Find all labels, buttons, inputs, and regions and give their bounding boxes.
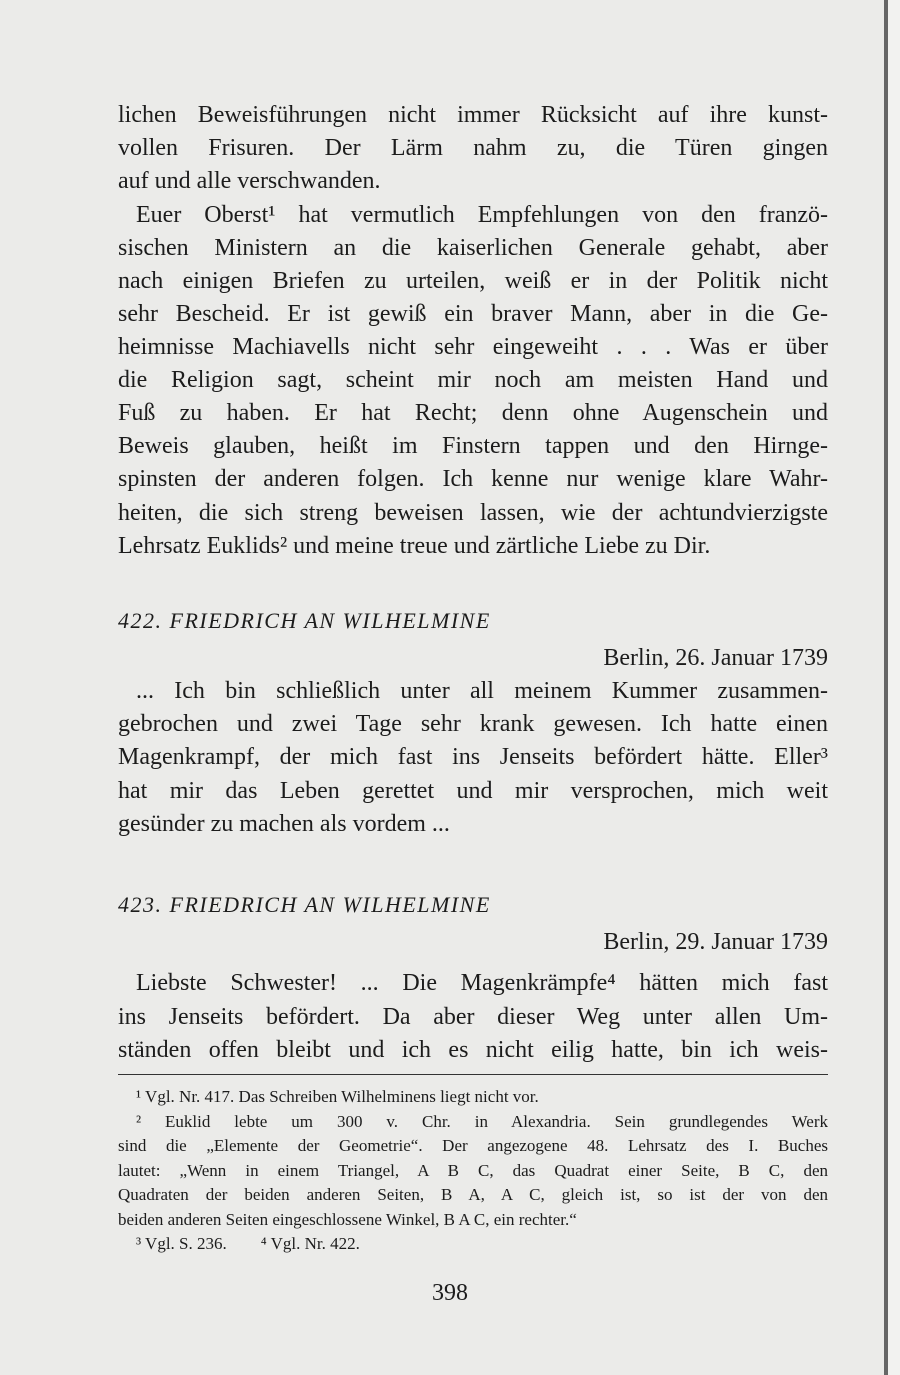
letter-dateline: Berlin, 26. Januar 1739 [603,645,828,671]
text-line: heiten, die sich streng beweisen lassen, wie der achtundvierzigste [118,500,828,526]
letter-heading: 423. FRIEDRICH AN WILHELMINE [118,892,491,917]
letter-dateline: Berlin, 29. Januar 1739 [603,929,828,955]
footnote-line: sind die „Elemente der Geometrie“. Der angezogene 48. Lehrsatz des I. Buches [118,1136,828,1155]
text-line: ständen offen bleibt und ich es nicht eilig hatte, bin ich weis- [118,1037,828,1063]
text-line: Fuß zu haben. Er hat Recht; denn ohne Augenschein und [118,400,828,426]
text-line: die Religion sagt, scheint mir noch am meisten Hand und [118,367,828,393]
text-line: lichen Beweisführungen nicht immer Rücksicht auf ihre kunst- [118,102,828,128]
letter-heading: 422. FRIEDRICH AN WILHELMINE [118,608,491,633]
page-number: 398 [432,1280,468,1306]
footnote-line: ² Euklid lebte um 300 v. Chr. in Alexandria. Sein grundlegendes Werk [136,1111,828,1131]
footnote-line: Quadraten der beiden anderen Seiten, B A, A C, gleich ist, so ist der von den [118,1185,828,1204]
footnote-line: beiden anderen Seiten eingeschlossene Winkel, B A C, ein rechter.“ [118,1209,577,1229]
text-line: sehr Bescheid. Er ist gewiß ein braver Mann, aber in die Ge- [118,301,828,327]
footnote-divider [118,1074,828,1075]
footnote-line: ³ Vgl. S. 236. ⁴ Vgl. Nr. 422. [136,1234,360,1253]
text-line: Lehrsatz Euklids² und meine treue und zärtliche Liebe zu Dir. [118,533,711,559]
text-line: ... Ich bin schließlich unter all meinem Kummer zusammen- [136,678,828,704]
text-line: gesünder zu machen als vordem ... [118,811,450,837]
text-line: Liebste Schwester! ... Die Magenkrämpfe⁴ hätten mich fast [136,970,828,996]
text-line: Magenkrampf, der mich fast ins Jenseits befördert hätte. Eller³ [118,744,828,770]
text-line: sischen Ministern an die kaiserlichen Generale gehabt, aber [118,235,828,261]
text-line: hat mir das Leben gerettet und mir versprochen, mich weit [118,778,828,804]
text-line: vollen Frisuren. Der Lärm nahm zu, die Türen gingen [118,135,828,161]
page-margin [888,0,900,1375]
text-line: ins Jenseits befördert. Da aber dieser Weg unter allen Um- [118,1004,828,1030]
text-line: auf und alle verschwanden. [118,168,381,194]
footnote-line: lautet: „Wenn in einem Triangel, A B C, das Quadrat einer Seite, B C, den [118,1160,828,1180]
text-line: Beweis glauben, heißt im Finstern tappen und den Hirnge- [118,433,828,459]
text-line: gebrochen und zwei Tage sehr krank gewesen. Ich hatte einen [118,711,828,737]
text-line: heimnisse Machiavells nicht sehr eingeweiht . . . Was er über [118,334,828,360]
text-line: nach einigen Briefen zu urteilen, weiß er in der Politik nicht [118,268,828,294]
text-line: Euer Oberst¹ hat vermutlich Empfehlungen von den franzö- [136,202,828,228]
text-line: spinsten der anderen folgen. Ich kenne nur wenige klare Wahr- [118,466,828,492]
footnote-line: ¹ Vgl. Nr. 417. Das Schreiben Wilhelminens liegt nicht vor. [136,1087,539,1106]
